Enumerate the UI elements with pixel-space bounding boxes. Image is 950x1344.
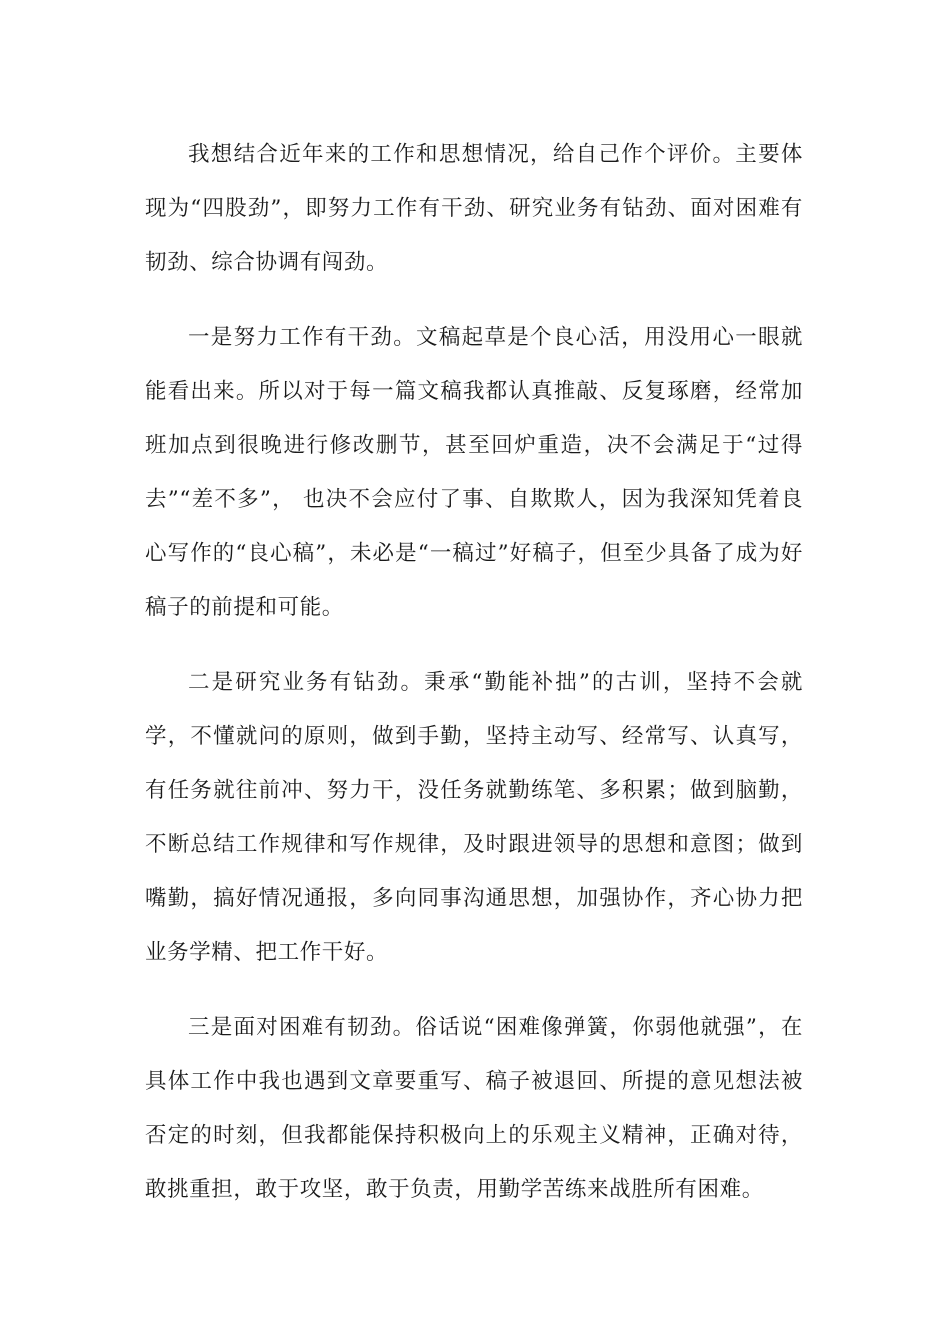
paragraph-point-three: 三是面对困难有韧劲。俗话说“困难像弹簧，你弱他就强”，在具体工作中我也遇到文章要重写、稿子被退回、所提的意见想法被否定的时刻，但我都能保持积极向上的乐观主义精神，正确对待，敢挑重担，敢于攻坚，敢于负责，用勤学苦练来战胜所有困难。 (145, 1015, 803, 1202)
document-body (145, 128, 803, 1238)
paragraph-intro: 我想结合近年来的工作和思想情况，给自己作个评价。主要体现为“四股劲”，即努力工作有干劲、研究业务有钻劲、面对困难有韧劲、综合协调有闯劲。 (145, 142, 803, 275)
paragraph-point-one: 一是努力工作有干劲。文稿起草是个良心活，用没用心一眼就能看出来。所以对于每一篇文稿我都认真推敲、反复琢磨，经常加班加点到很晚进行修改删节，甚至回炉重造，决不会满足于“过得去”“差不多”， 也决不会应付了事、自欺欺人，因为我深知凭着良心写作的“良心稿”，未必是“一稿过”好稿子，但至少具备了成为好稿子的前提和可能。 (145, 325, 803, 620)
paragraph-point-two: 二是研究业务有钻劲。秉承“勤能补拙”的古训，坚持不会就学，不懂就问的原则，做到手勤，坚持主动写、经常写、认真写，有任务就往前冲、努力干，没任务就勤练笔、多积累；做到脑勤，不断总结工作规律和写作规律，及时跟进领导的思想和意图；做到嘴勤，搞好情况通报，多向同事沟通思想，加强协作，齐心协力把业务学精、把工作干好。 (145, 670, 803, 965)
